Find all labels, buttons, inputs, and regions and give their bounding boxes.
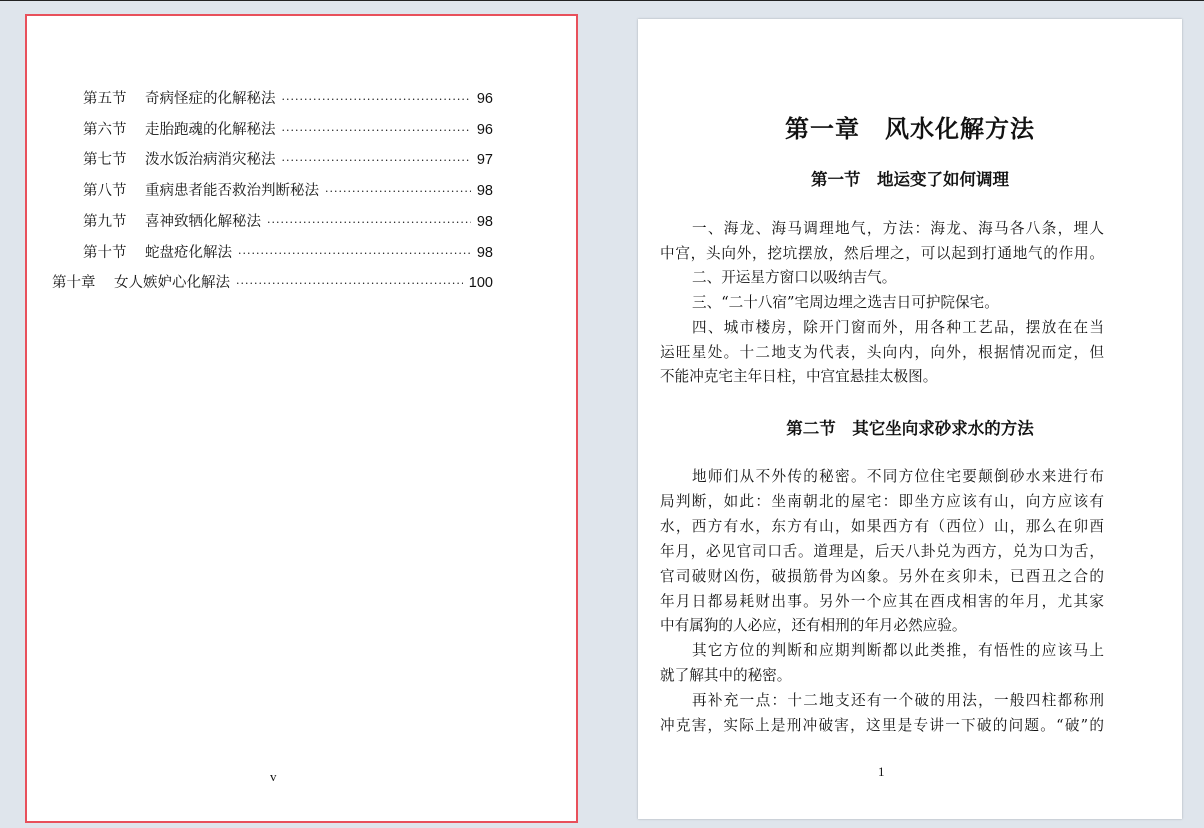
toc-title: 奇病怪症的化解秘法 — [145, 91, 276, 107]
toc-leader-dots — [282, 93, 471, 106]
toc-title: 蛇盘疮化解法 — [145, 244, 232, 261]
text-line: 四、城市楼房，除开门窗而外，用各种工艺品，摆放在在当 — [692, 318, 1104, 336]
toc-page: 98 — [476, 213, 493, 230]
section-title-2: 第二节 其它坐向求砂求水的方法 — [786, 419, 1034, 438]
text-line: 再补充一点：十二地支还有一个破的用法，一般四柱都称刑 — [692, 692, 1104, 710]
toc-page: 97 — [476, 152, 493, 169]
toc-number: 第十章 — [52, 275, 96, 292]
page-1[interactable] — [638, 19, 1182, 819]
toc-entry[interactable] — [83, 87, 493, 107]
toc-leader-dots — [282, 124, 471, 137]
toc-leader-dots — [236, 277, 463, 290]
text-line: 运旺星处。十二地支为代表，头向内，向外，根据情况而定，但 — [660, 343, 1104, 361]
toc-leader-dots — [267, 216, 471, 229]
toc-leader-dots — [238, 247, 471, 260]
text-line: 地师们从不外传的秘密。不同方位住宅要颠倒砂水来进行布 — [692, 468, 1104, 485]
text-line: 不能冲克宅主年日柱，中宫宜悬挂太极图。 — [660, 368, 938, 386]
toc-number: 第八节 — [83, 183, 127, 200]
text-line: 其它方位的判断和应期判断都以此类推，有悟性的应该马上 — [692, 642, 1104, 660]
toc-title: 泼水饭治病消灾秘法 — [145, 152, 276, 169]
section-title-1: 第一节 地运变了如何调理 — [811, 170, 1009, 189]
text-line: 年月，必见官司口舌。道理是，后天八卦兑为西方，兑为口为舌， — [660, 542, 1104, 560]
toc-title: 喜神致牺化解秘法 — [145, 213, 261, 230]
text-line: 二、开运星方窗口以吸纳吉气。 — [692, 269, 897, 287]
text-line: 冲克害，实际上是刑冲破害，这里是专讲一下破的问题。“破”的 — [660, 717, 1104, 734]
toc-number: 第七节 — [83, 152, 127, 169]
text-line: 一、海龙、海马调理地气，方法：海龙、海马各八条，埋人 — [692, 220, 1104, 237]
toc-page: 98 — [476, 183, 493, 200]
toc-number: 第五节 — [83, 91, 127, 107]
toc-entry[interactable] — [83, 179, 493, 199]
toc-title: 重病患者能否救治判断秘法 — [145, 183, 319, 200]
toc-title: 走胎跑魂的化解秘法 — [145, 121, 276, 138]
text-line: 中宫，头向外，挖坑摆放，然后埋之，可以起到打通地气的作用。 — [660, 244, 1104, 262]
chapter-title: 第一章 风水化解方法 — [785, 114, 1035, 143]
text-line: 水，西方有水，东方有山，如果西方有（西位）山，那么在卯酉 — [660, 517, 1104, 535]
page-number: v — [270, 769, 277, 784]
text-line: 年月日都易耗财出事。另外一个应其在酉戌相害的年月，尤其家 — [660, 592, 1104, 610]
toc-entry[interactable] — [83, 148, 493, 168]
toc-page: 98 — [476, 244, 493, 261]
toc-number: 第十节 — [83, 244, 127, 261]
toc-number: 第九节 — [83, 213, 127, 230]
toc-entry[interactable] — [83, 241, 493, 261]
toc-page: 96 — [476, 91, 493, 107]
toc-leader-dots — [325, 185, 471, 198]
toc-number: 第六节 — [83, 121, 127, 138]
toc-leader-dots — [282, 154, 471, 167]
toc-page: 100 — [468, 275, 493, 292]
toc-entry[interactable] — [83, 210, 493, 230]
page-v[interactable] — [27, 16, 576, 821]
toc-entry[interactable] — [83, 118, 493, 138]
toc-page: 96 — [476, 121, 493, 138]
text-line: 局判断，如此：坐南朝北的屋宅：即坐方应该有山，向方应该有 — [660, 492, 1104, 510]
top-edge — [0, 0, 1204, 1]
page-number: 1 — [878, 764, 885, 779]
text-line: 三、“二十八宿”宅周边埋之选吉日可护院保宅。 — [692, 294, 999, 312]
text-line: 就了解其中的秘密。 — [660, 667, 792, 685]
toc-title: 女人嫉妒心化解法 — [114, 275, 230, 292]
toc-entry[interactable] — [52, 271, 493, 291]
text-line: 中有属狗的人必应，还有相刑的年月必然应验。 — [660, 617, 967, 635]
text-line: 官司破财凶伤，破损筋骨为凶象。另外在亥卯未，已酉丑之合的 — [660, 567, 1104, 585]
